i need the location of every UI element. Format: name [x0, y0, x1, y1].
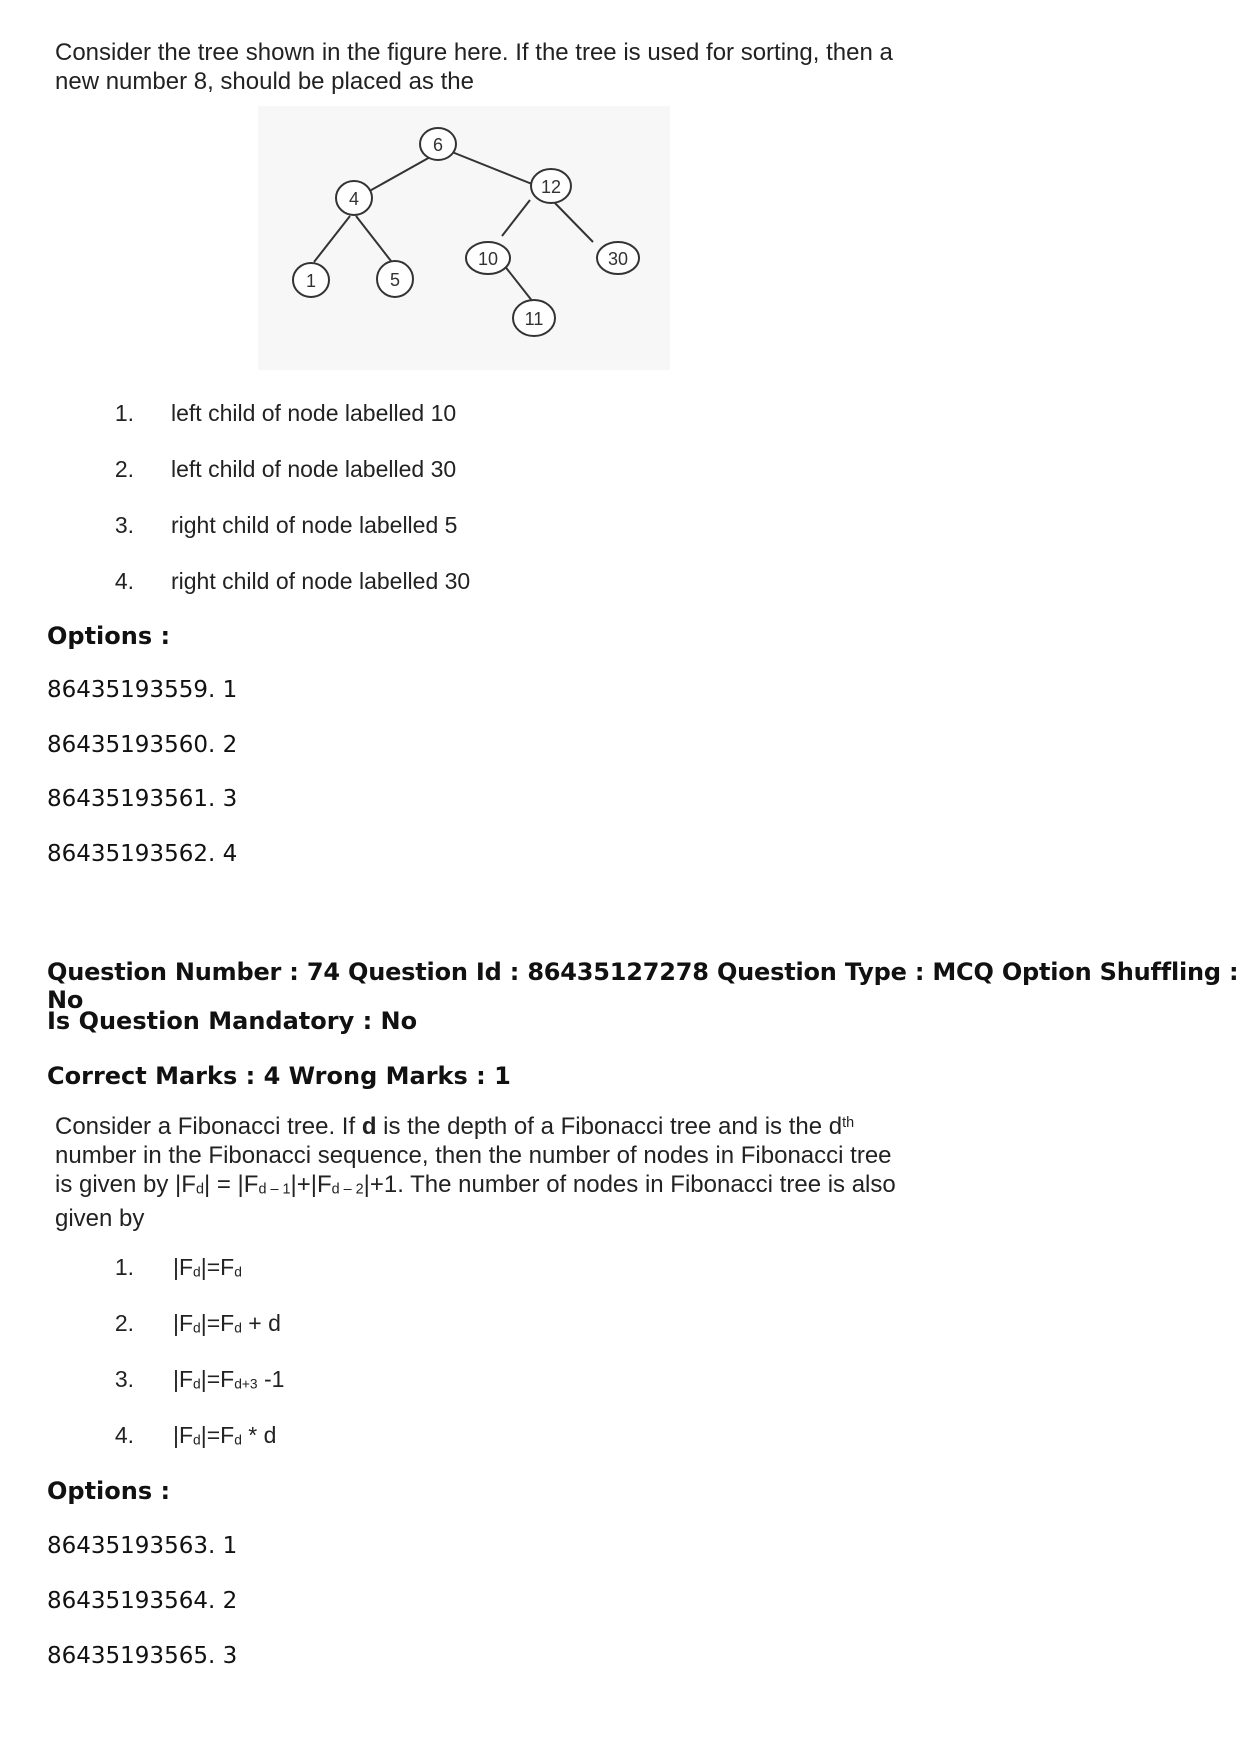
q74-choice-4-text: [173, 1422, 276, 1449]
q74-c3-b: |=F: [200, 1366, 235, 1392]
q74-stem-line2: number in the Fibonacci sequence, then the number of nodes in Fibonacci tree: [55, 1142, 892, 1169]
node-5-label: 5: [389, 270, 401, 290]
q74-c3-a: |F: [173, 1366, 194, 1392]
q73-stem: [55, 38, 893, 96]
q74-stem: [55, 1112, 896, 1233]
q74-stem-l3s1: d: [195, 1181, 204, 1198]
node-1-label: 1: [305, 271, 317, 291]
q74-c4-c: * d: [241, 1422, 277, 1448]
q73-option-4: 86435193562. 4: [47, 841, 238, 867]
q74-c4-b: |=F: [200, 1422, 235, 1448]
q74-choice-3-number: 3.: [114, 1366, 134, 1392]
q74-choice-2-number: 2.: [114, 1310, 134, 1336]
node-10-label: 10: [477, 249, 499, 269]
q74-c1-s2: d: [234, 1264, 242, 1280]
q74-stem-line4: given by: [55, 1205, 145, 1233]
q73-choice-1-text: left child of node labelled 10: [171, 400, 457, 426]
q74-stem-line1: [55, 1112, 896, 1141]
node-4-label: 4: [348, 189, 360, 209]
q74-stem-sup-th: th: [842, 1114, 855, 1131]
edge-4-5: [356, 216, 391, 261]
q74-c1-a: |F: [173, 1254, 194, 1280]
edge-6-12: [447, 150, 532, 184]
q74-stem-l3d: |+1. The number of nodes in Fibonacci tree is also: [363, 1171, 896, 1198]
q73-choice-3-text: right child of node labelled 5: [171, 512, 458, 538]
node-11-label: 11: [524, 309, 544, 329]
q74-meta-line2: Is Question Mandatory : No: [47, 1007, 418, 1035]
q74-c4-s1: d: [193, 1432, 201, 1448]
q74-c1-b: |=F: [200, 1254, 235, 1280]
q74-c2-a: |F: [173, 1310, 194, 1336]
q74-option-1: 86435193563. 1: [47, 1533, 238, 1559]
q73-choice-3-number: 3.: [114, 512, 134, 538]
q74-marks: Correct Marks : 4 Wrong Marks : 1: [47, 1062, 511, 1090]
q74-stem-l3s2: d – 1: [258, 1181, 291, 1198]
tree-diagram: [258, 106, 670, 370]
q73-stem-line1: Consider the tree shown in the figure here. If the tree is used for sorting, then a: [55, 39, 893, 66]
q73-option-1: 86435193559. 1: [47, 677, 238, 703]
q74-options-heading: Options :: [47, 1477, 171, 1505]
q74-c4-a: |F: [173, 1422, 194, 1448]
q73-option-2: 86435193560. 2: [47, 732, 238, 758]
q74-choice-4-number: 4.: [114, 1422, 134, 1448]
q73-option-3: 86435193561. 3: [47, 786, 238, 812]
node-12-label: 12: [540, 177, 562, 197]
q74-c2-b: |=F: [200, 1310, 235, 1336]
q74-choice-1-number: 1.: [114, 1254, 134, 1280]
q74-c3-c: -1: [257, 1366, 285, 1392]
q73-stem-line2: new number 8, should be placed as the: [55, 68, 474, 95]
edge-12-10: [502, 200, 530, 236]
q74-c3-s2: d+3: [234, 1376, 258, 1392]
q74-meta-line1: Question Number : 74 Question Id : 86435127278 Question Type : MCQ Option Shuffling : No: [47, 958, 1239, 1014]
q74-choice-2-text: [173, 1310, 281, 1337]
q74-stem-l1c: is the depth of a Fibonacci tree and is the d: [376, 1113, 843, 1140]
q74-stem-l3a: is given by |F: [55, 1171, 196, 1198]
q74-stem-l3s3: d – 2: [331, 1181, 364, 1198]
q74-c4-s2: d: [234, 1432, 242, 1448]
q74-option-3: 86435193565. 3: [47, 1643, 238, 1669]
node-30-label: 30: [607, 249, 629, 269]
q73-choice-2-text: left child of node labelled 30: [171, 456, 457, 482]
node-6-label: 6: [432, 135, 444, 155]
q73-options-heading: Options :: [47, 622, 171, 650]
q74-choice-3-text: [173, 1366, 284, 1393]
q73-choice-1-number: 1.: [114, 400, 134, 426]
q74-c2-c: + d: [241, 1310, 281, 1336]
q73-choice-2-number: 2.: [114, 456, 134, 482]
q74-stem-l1a: Consider a Fibonacci tree. If: [55, 1113, 362, 1140]
tree-figure: [258, 106, 670, 370]
q74-c2-s2: d: [234, 1320, 242, 1336]
q74-choice-1-text: [173, 1254, 242, 1281]
q74-stem-line3: [55, 1170, 896, 1204]
q74-c2-s1: d: [193, 1320, 201, 1336]
edge-12-30: [552, 200, 593, 242]
q74-stem-l3b: | = |F: [203, 1171, 259, 1198]
q74-c1-s1: d: [193, 1264, 201, 1280]
q74-c3-s1: d: [193, 1376, 201, 1392]
q74-option-2: 86435193564. 2: [47, 1588, 238, 1614]
q73-choice-4-text: right child of node labelled 30: [171, 568, 471, 594]
edge-4-1: [314, 216, 350, 262]
q74-stem-d-bold: d: [361, 1113, 377, 1140]
q74-stem-l3c: |+|F: [290, 1171, 332, 1198]
q73-choice-4-number: 4.: [114, 568, 134, 594]
